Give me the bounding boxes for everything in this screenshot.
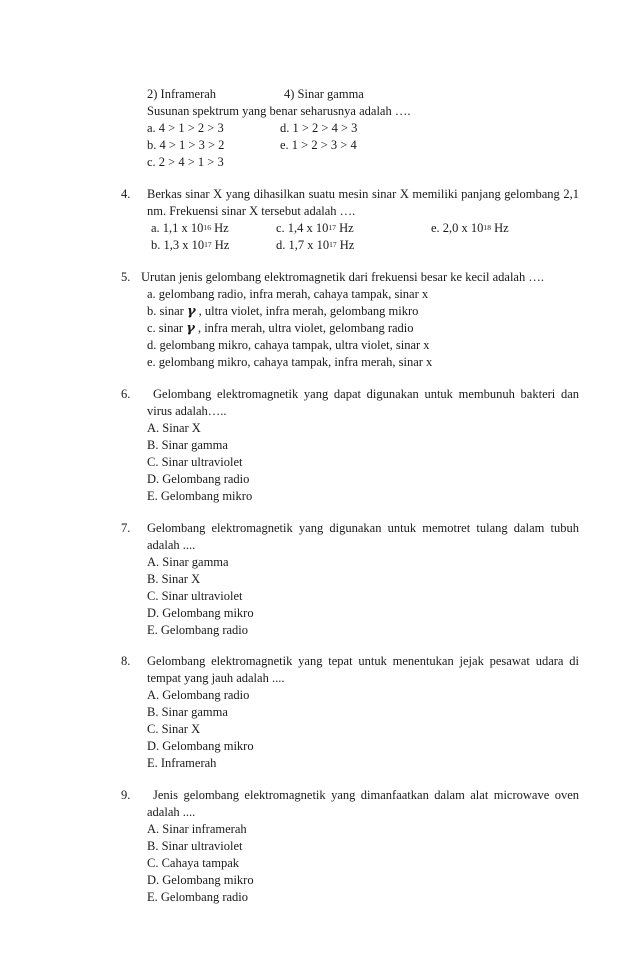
q5-choice-d: d. gelombang mikro, cahaya tampak, ultra violet, sinar x [147, 338, 430, 352]
q4-question-line1: Berkas sinar X yang dihasilkan suatu mesin sinar X memiliki panjang gelombang 2,1 [147, 187, 579, 201]
q4-question-line2: nm. Frekuensi sinar X tersebut adalah …. [147, 204, 356, 218]
q5-choice-c: c. sinar γ , infra merah, ultra violet, gelombang radio [147, 321, 414, 336]
q3-choice-a: a. 4 > 1 > 2 > 3 [147, 121, 224, 135]
q7-question-line1: Gelombang elektromagnetik yang digunakan untuk memotret tulang dalam tubuh [147, 521, 579, 535]
q8-choice-e: E. Inframerah [147, 756, 217, 770]
q6-choice-e: E. Gelombang mikro [147, 489, 253, 503]
q6-choice-b: B. Sinar gamma [147, 438, 228, 452]
q9-question-line1: Jenis gelombang elektromagnetik yang dimanfaatkan dalam alat microwave oven [153, 788, 579, 802]
q9-question-line2: adalah .... [147, 805, 196, 819]
q3-option-4: 4) Sinar gamma [284, 87, 364, 101]
q4-choice-b: b. 1,3 x $10^{17}$ Hz [151, 238, 230, 252]
q9-choice-b: B. Sinar ultraviolet [147, 839, 243, 853]
q6-choice-d: D. Gelombang radio [147, 472, 250, 486]
q7-choice-d: D. Gelombang mikro [147, 606, 254, 620]
q9-choice-a: A. Sinar inframerah [147, 822, 247, 836]
q8-choice-b: B. Sinar gamma [147, 705, 228, 719]
q7-choice-e: E. Gelombang radio [147, 623, 249, 637]
q3-choice-d: d. 1 > 2 > 4 > 3 [280, 121, 358, 135]
q8-question-line2: tempat yang jauh adalah .... [147, 671, 285, 685]
q7-number: 7. [121, 521, 131, 535]
q5-choice-e: e. gelombang mikro, cahaya tampak, infra merah, sinar x [147, 355, 433, 369]
q6-question-line1: Gelombang elektromagnetik yang dapat digunakan untuk membunuh bakteri dan [153, 387, 579, 401]
gamma-symbol: γ [186, 321, 195, 336]
q4-choice-c: c. 1,4 x $10^{17}$ Hz [276, 221, 354, 235]
q6-choice-c: C. Sinar ultraviolet [147, 455, 243, 469]
q4-number: 4. [121, 187, 131, 201]
q9-choice-d: D. Gelombang mikro [147, 873, 254, 887]
q3-choice-e: e. 1 > 2 > 3 > 4 [280, 138, 357, 152]
q8-choice-c: C. Sinar X [147, 722, 201, 736]
q5-choice-a: a. gelombang radio, infra merah, cahaya tampak, sinar x [147, 287, 429, 301]
q4-choice-a: a. 1,1 x $10^{16}$ Hz [151, 221, 229, 235]
q3-choice-c: c. 2 > 4 > 1 > 3 [147, 155, 224, 169]
q5-number: 5. [121, 270, 131, 284]
q8-number: 8. [121, 654, 131, 668]
q5-question: Urutan jenis gelombang elektromagnetik dari frekuensi besar ke kecil adalah …. [141, 270, 544, 284]
q7-choice-a: A. Sinar gamma [147, 555, 229, 569]
q9-choice-e: E. Gelombang radio [147, 890, 249, 904]
q7-question-line2: adalah .... [147, 538, 196, 552]
q3-choice-b: b. 4 > 1 > 3 > 2 [147, 138, 225, 152]
q6-question-line2: virus adalah….. [147, 404, 227, 418]
q6-choice-a: A. Sinar X [147, 421, 201, 435]
q6-number: 6. [121, 387, 131, 401]
q8-question-line1: Gelombang elektromagnetik yang tepat untuk menentukan jejak pesawat udara di [147, 654, 579, 668]
q5-choice-b: b. sinar γ , ultra violet, infra merah, gelombang mikro [147, 304, 419, 319]
q9-number: 9. [121, 788, 131, 802]
q4-choice-d: d. 1,7 x $10^{17}$ Hz [276, 238, 355, 252]
q8-choice-d: D. Gelombang mikro [147, 739, 254, 753]
q4-choice-e: e. 2,0 x $10^{18}$ Hz [431, 221, 509, 235]
q7-choice-c: C. Sinar ultraviolet [147, 589, 243, 603]
q8-choice-a: A. Gelombang radio [147, 688, 250, 702]
q7-choice-b: B. Sinar X [147, 572, 201, 586]
q9-choice-c: C. Cahaya tampak [147, 856, 239, 870]
gamma-symbol: γ [186, 304, 196, 319]
q3-option-2: 2) Inframerah [147, 87, 217, 101]
q3-prompt: Susunan spektrum yang benar seharusnya adalah …. [147, 104, 411, 118]
